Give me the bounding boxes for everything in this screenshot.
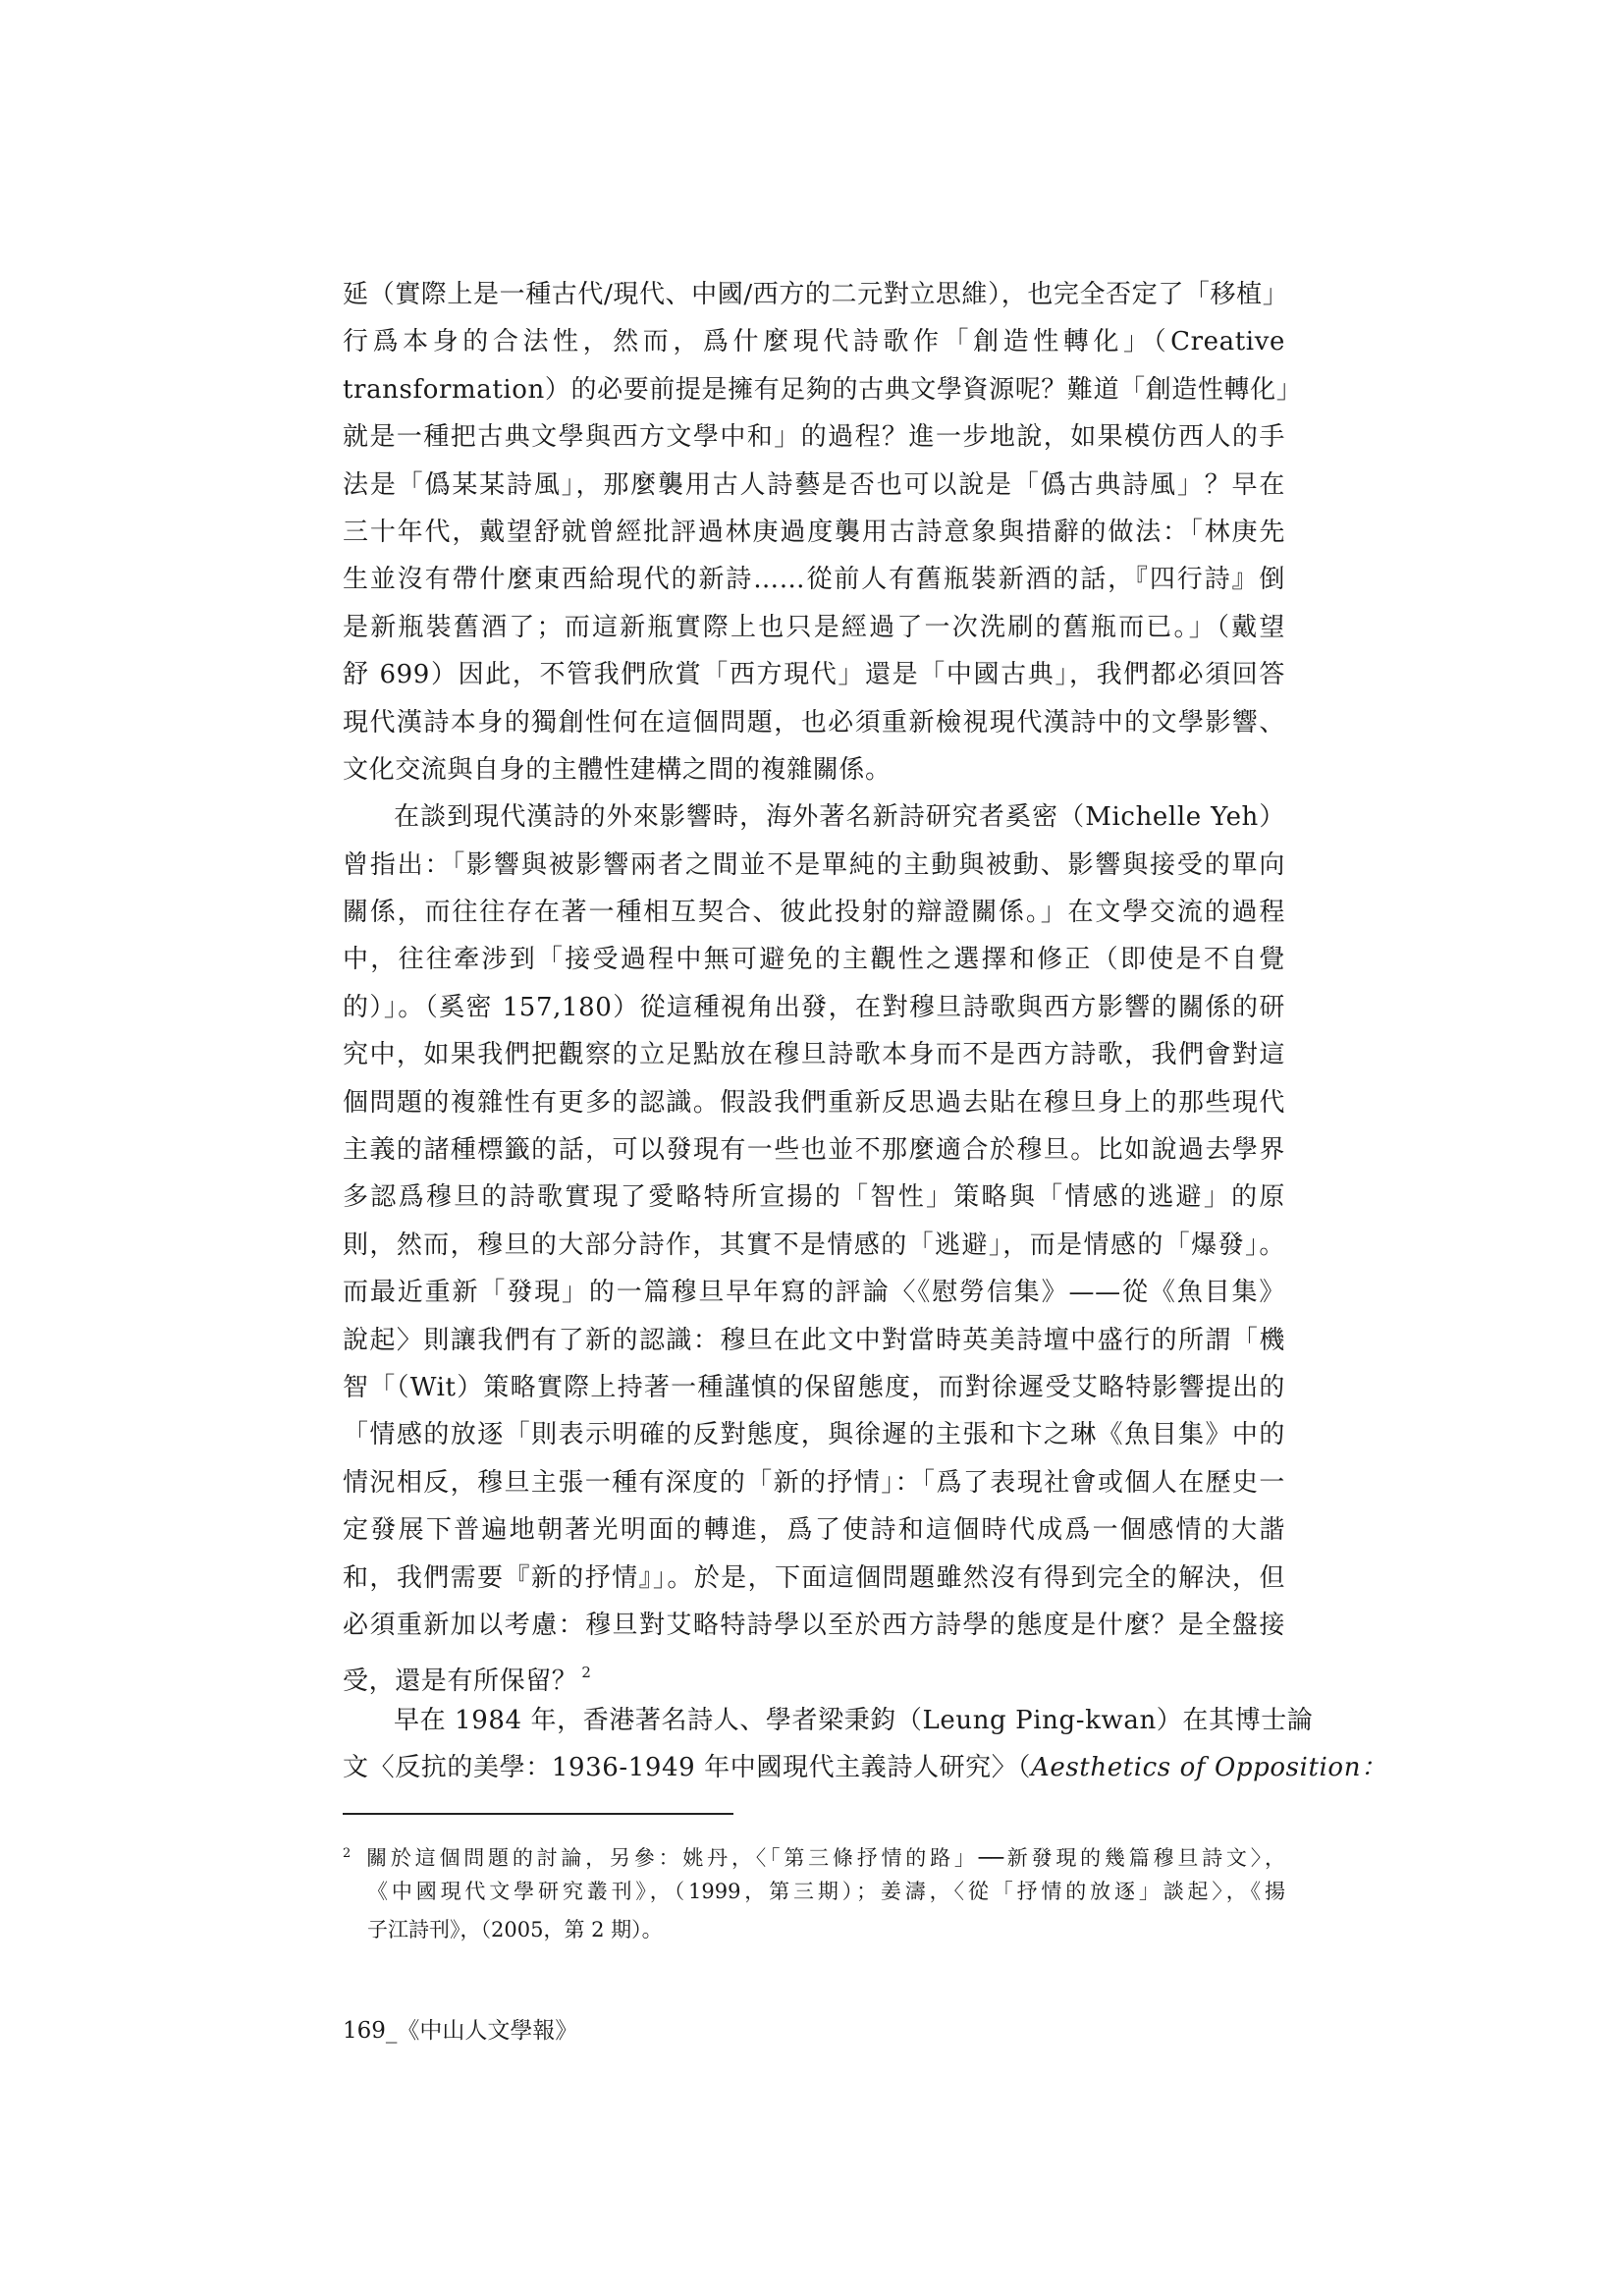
text-line: 舒 699）因此，不管我們欣賞「西方現代」還是「中國古典」，我們都必須回答	[343, 660, 1285, 690]
text-line: 情況相反，穆旦主張一種有深度的「新的抒情」：「爲了表現社會或個人在歷史一	[343, 1467, 1285, 1498]
footnote-mark: 2	[343, 1846, 352, 1861]
text-line: 法是「僞某某詩風」，那麼襲用古人詩藝是否也可以說是「僞古典詩風」？早在	[343, 469, 1285, 500]
text-line: 智「（Wit）策略實際上持著一種謹慎的保留態度，而對徐遲受艾略特影響提出的	[343, 1372, 1285, 1402]
text-line: 則，然而，穆旦的大部分詩作，其實不是情感的「逃避」，而是情感的「爆發」。	[343, 1230, 1285, 1260]
text-line: 三十年代，戴望舒就曾經批評過林庚過度襲用古詩意象與措辭的做法：「林庚先	[343, 517, 1285, 547]
book-title-italic: Aesthetics of Opposition：	[1031, 1753, 1387, 1783]
text-line: 必須重新加以考慮：穆旦對艾略特詩學以至於西方詩學的態度是什麼？是全盤接	[343, 1610, 1285, 1640]
footnotes	[343, 1834, 1285, 1949]
footnote-separator	[343, 1813, 733, 1815]
text-line-content: 受，還是有所保留？	[343, 1667, 578, 1697]
text-line: 的）」。（奚密 157,180）從這種視角出發，在對穆旦詩歌與西方影響的關係的研	[343, 992, 1285, 1022]
body-text	[343, 271, 1387, 1792]
text-line: 行爲本身的合法性，然而，爲什麼現代詩歌作「創造性轉化」（Creative	[343, 327, 1285, 357]
text-line: 現代漢詩本身的獨創性何在這個問題，也必須重新檢視現代漢詩中的文學影響、	[343, 707, 1285, 738]
footnote-line: 《中國現代文學研究叢刊》，（1999，第三期）；姜濤，〈從「抒情的放逐」談起〉，《揚	[367, 1880, 1285, 1903]
text-line: 文化交流與自身的主體性建構之間的複雜關係。	[343, 754, 892, 785]
text-line: 而最近重新「發現」的一篇穆旦早年寫的評論〈《慰勞信集》——從《魚目集》	[343, 1278, 1285, 1308]
paragraph-first-line: 在談到現代漢詩的外來影響時，海外著名新詩研究者奚密（Michelle Yeh）	[394, 802, 1285, 833]
text-line: 曾指出：「影響與被影響兩者之間並不是單純的主動與被動、影響與接受的單向	[343, 849, 1285, 880]
page-number: 169	[343, 2018, 386, 2044]
footnote-text: 關於這個問題的討論，另參：姚丹，〈「第三條抒情的路」──新發現的幾篇穆旦詩文〉，	[362, 1846, 1285, 1870]
footnote-reference[interactable]: 2	[581, 1664, 592, 1682]
page-footer	[343, 2015, 577, 2047]
text-line: 就是一種把古典文學與西方文學中和」的過程？進一步地說，如果模仿西人的手	[343, 422, 1285, 453]
text-line: 說起〉則讓我們有了新的認識：穆旦在此文中對當時英美詩壇中盛行的所謂「機	[343, 1325, 1285, 1355]
footnote-line: 子江詩刊》，（2005，第 2 期）。	[367, 1918, 663, 1941]
text-line: transformation）的必要前提是擁有足夠的古典文學資源呢？難道「創造性轉化」	[343, 374, 1303, 405]
text-line: 個問題的複雜性有更多的認識。假設我們重新反思過去貼在穆旦身上的那些現代	[343, 1087, 1285, 1118]
footnote-line	[343, 1834, 1285, 1873]
text-line: 中，往往牽涉到「接受過程中無可避免的主觀性之選擇和修正（即使是不自覺	[343, 945, 1285, 975]
text-line: 是新瓶裝舊酒了；而這新瓶實際上也只是經過了一次洗刷的舊瓶而已。」（戴望	[343, 612, 1285, 642]
text-line-with-footnote-ref	[343, 1649, 1285, 1696]
text-line: 關係，而往往存在著一種相互契合、彼此投射的辯證關係。」在文學交流的過程	[343, 898, 1285, 928]
text-line: 和，我們需要『新的抒情』」。於是，下面這個問題雖然沒有得到完全的解決，但	[343, 1562, 1285, 1593]
text-line: 文〈反抗的美學：1936-1949 年中國現代主義詩人研究〉（Aesthetics of Opposition：	[343, 1753, 1387, 1783]
text-line: 延（實際上是一種古代/現代、中國/西方的二元對立思維），也完全否定了「移植」	[343, 280, 1289, 309]
journal-title: _《中山人文學報》	[385, 2018, 578, 2044]
text-line: 「情感的放逐「則表示明確的反對態度，與徐遲的主張和卞之琳《魚目集》中的	[343, 1420, 1285, 1450]
text-line: 生並沒有帶什麼東西給現代的新詩……從前人有舊瓶裝新酒的話，『四行詩』倒	[343, 565, 1285, 595]
text-line: 定發展下普遍地朝著光明面的轉進，爲了使詩和這個時代成爲一個感情的大諧	[343, 1515, 1285, 1546]
paragraph-first-line: 早在 1984 年，香港著名詩人、學者梁秉鈞（Leung Ping-kwan）在其博士論	[394, 1705, 1314, 1735]
text-line: 究中，如果我們把觀察的立足點放在穆旦詩歌本身而不是西方詩歌，我們會對這	[343, 1040, 1285, 1070]
text-line: 多認爲穆旦的詩歌實現了愛略特所宣揚的「智性」策略與「情感的逃避」的原	[343, 1182, 1285, 1213]
text-line: 主義的諸種標籤的話，可以發現有一些也並不那麼適合於穆旦。比如說過去學界	[343, 1135, 1285, 1166]
